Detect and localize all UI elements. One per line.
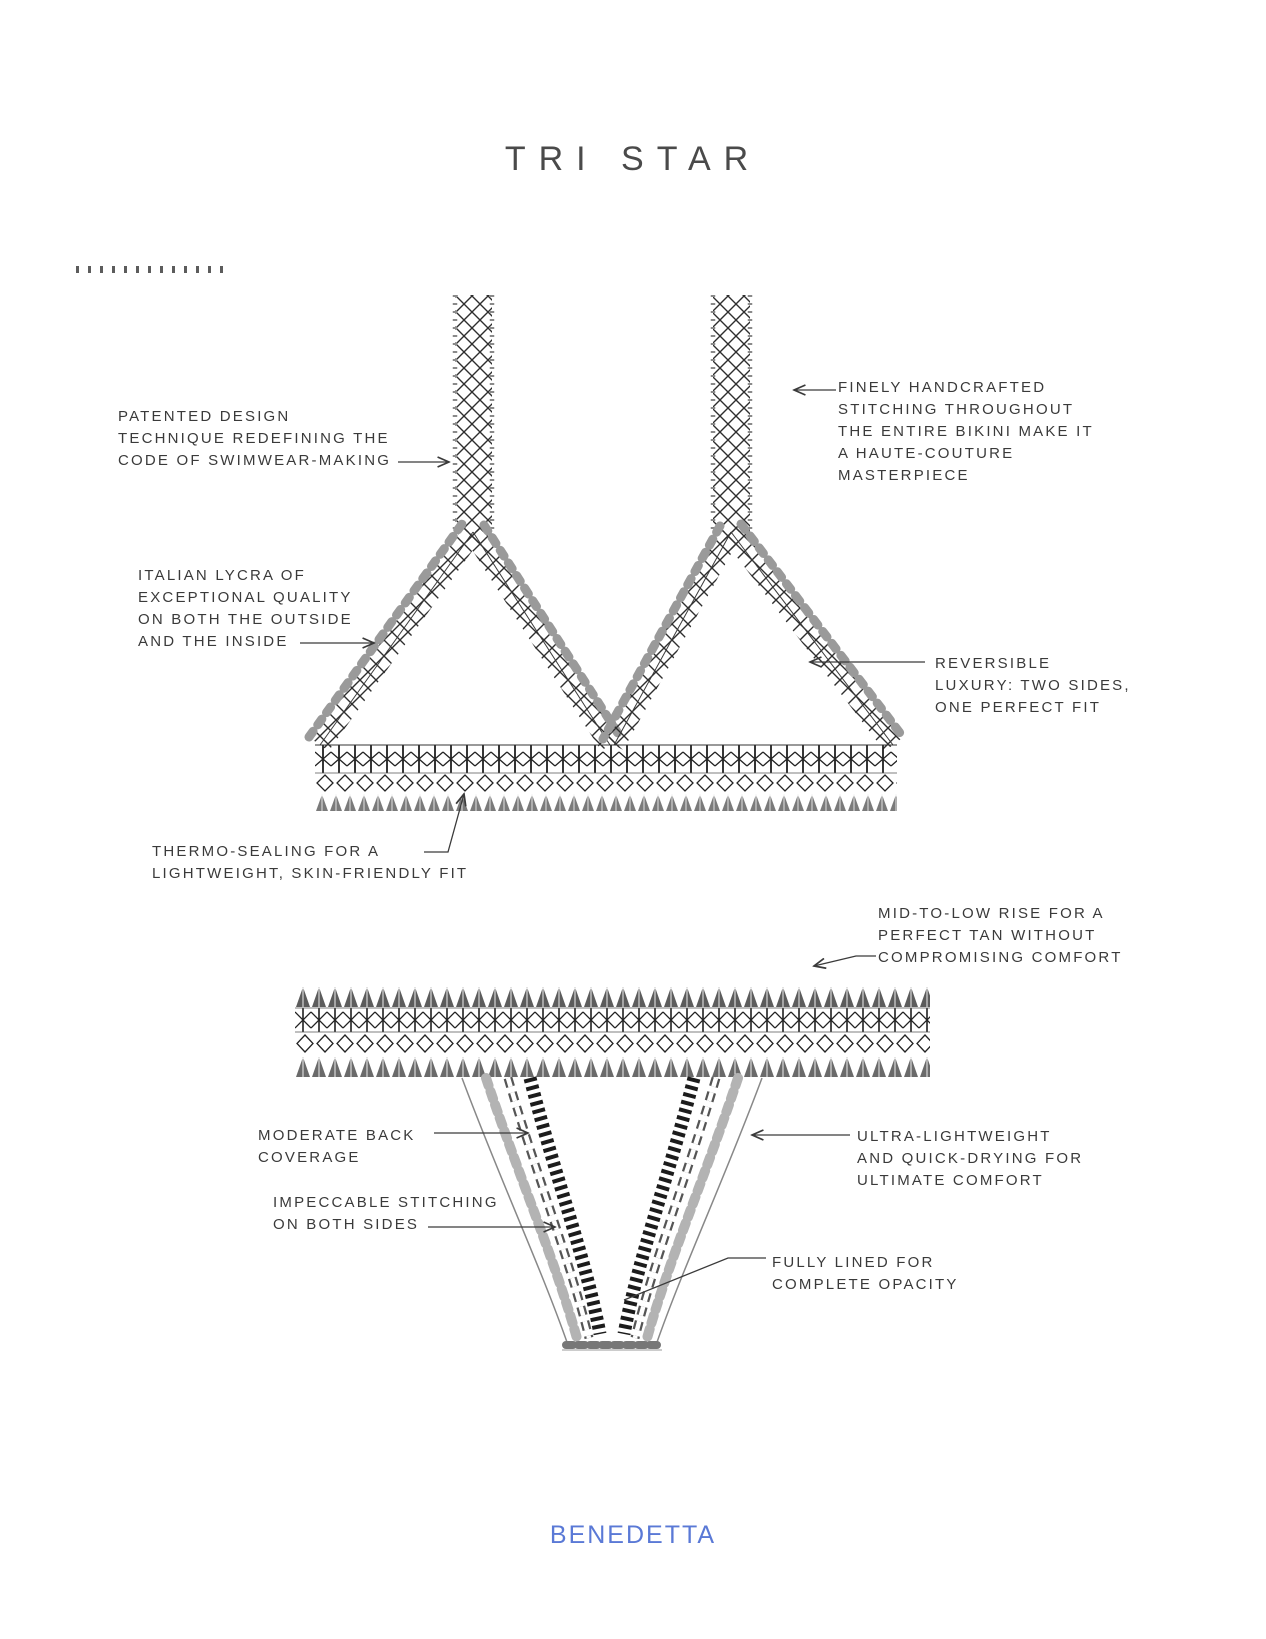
annotation-line: ULTRA-LIGHTWEIGHT <box>857 1128 1052 1145</box>
annotation-line: ITALIAN LYCRA OF <box>138 567 307 584</box>
annotation-line: LIGHTWEIGHT, SKIN-FRIENDLY FIT <box>152 865 469 882</box>
annotation-line: PATENTED DESIGN <box>118 408 291 425</box>
annotation-ultra-lightweight <box>857 1126 1083 1192</box>
annotation-line: TECHNIQUE REDEFINING THE <box>118 430 390 447</box>
annotation-line: CODE OF SWIMWEAR-MAKING <box>118 452 392 469</box>
annotation-italian-lycra <box>138 565 353 653</box>
right-strap <box>713 295 750 532</box>
annotation-line: THE ENTIRE BIKINI MAKE IT <box>838 423 1094 440</box>
annotation-line: EXCEPTIONAL QUALITY <box>138 589 353 606</box>
annotation-line: ON BOTH SIDES <box>273 1216 420 1233</box>
right-cup <box>603 524 903 745</box>
right-leg-opening <box>624 1078 762 1345</box>
annotation-line: FULLY LINED FOR <box>772 1254 935 1271</box>
left-strap <box>455 295 492 532</box>
waistband <box>295 985 930 1078</box>
underband <box>315 745 897 812</box>
annotation-line: MID-TO-LOW RISE FOR A <box>878 905 1105 922</box>
leader-rise <box>814 956 876 966</box>
annotation-rise <box>878 903 1123 969</box>
brand-logo: BENEDETTA <box>549 1521 717 1549</box>
annotation-line: ULTIMATE COMFORT <box>857 1172 1044 1189</box>
annotation-line: ONE PERFECT FIT <box>935 699 1102 716</box>
annotation-reversible <box>935 653 1131 719</box>
annotation-back-coverage <box>258 1125 416 1169</box>
annotation-line: LUXURY: TWO SIDES, <box>935 677 1131 694</box>
annotation-line: REVERSIBLE <box>935 655 1052 672</box>
annotation-line: AND QUICK-DRYING FOR <box>857 1150 1084 1167</box>
annotation-line: MODERATE BACK <box>258 1127 416 1144</box>
annotation-line: PERFECT TAN WITHOUT <box>878 927 1097 944</box>
annotation-line: FINELY HANDCRAFTED <box>838 379 1047 396</box>
page-title: TRI STAR <box>504 140 762 178</box>
annotation-line: IMPECCABLE STITCHING <box>273 1194 499 1211</box>
annotation-line: AND THE INSIDE <box>138 633 289 650</box>
annotation-handcrafted-stitching <box>838 377 1094 487</box>
annotation-line: ON BOTH THE OUTSIDE <box>138 611 353 628</box>
annotation-line: COMPLETE OPACITY <box>772 1276 959 1293</box>
left-cup <box>309 524 621 745</box>
bikini-top <box>309 295 903 812</box>
annotation-line: MASTERPIECE <box>838 467 970 484</box>
annotation-fully-lined <box>772 1252 959 1296</box>
annotation-line: THERMO-SEALING FOR A <box>152 843 381 860</box>
annotation-line: COVERAGE <box>258 1149 361 1166</box>
annotation-line: STITCHING THROUGHOUT <box>838 401 1075 418</box>
annotation-impeccable-stitching <box>273 1192 499 1236</box>
annotation-line: A HAUTE-COUTURE <box>838 445 1015 462</box>
annotation-patented-design <box>118 406 391 472</box>
annotation-thermo-sealing <box>152 841 468 885</box>
annotation-line: COMPROMISING COMFORT <box>878 949 1123 966</box>
